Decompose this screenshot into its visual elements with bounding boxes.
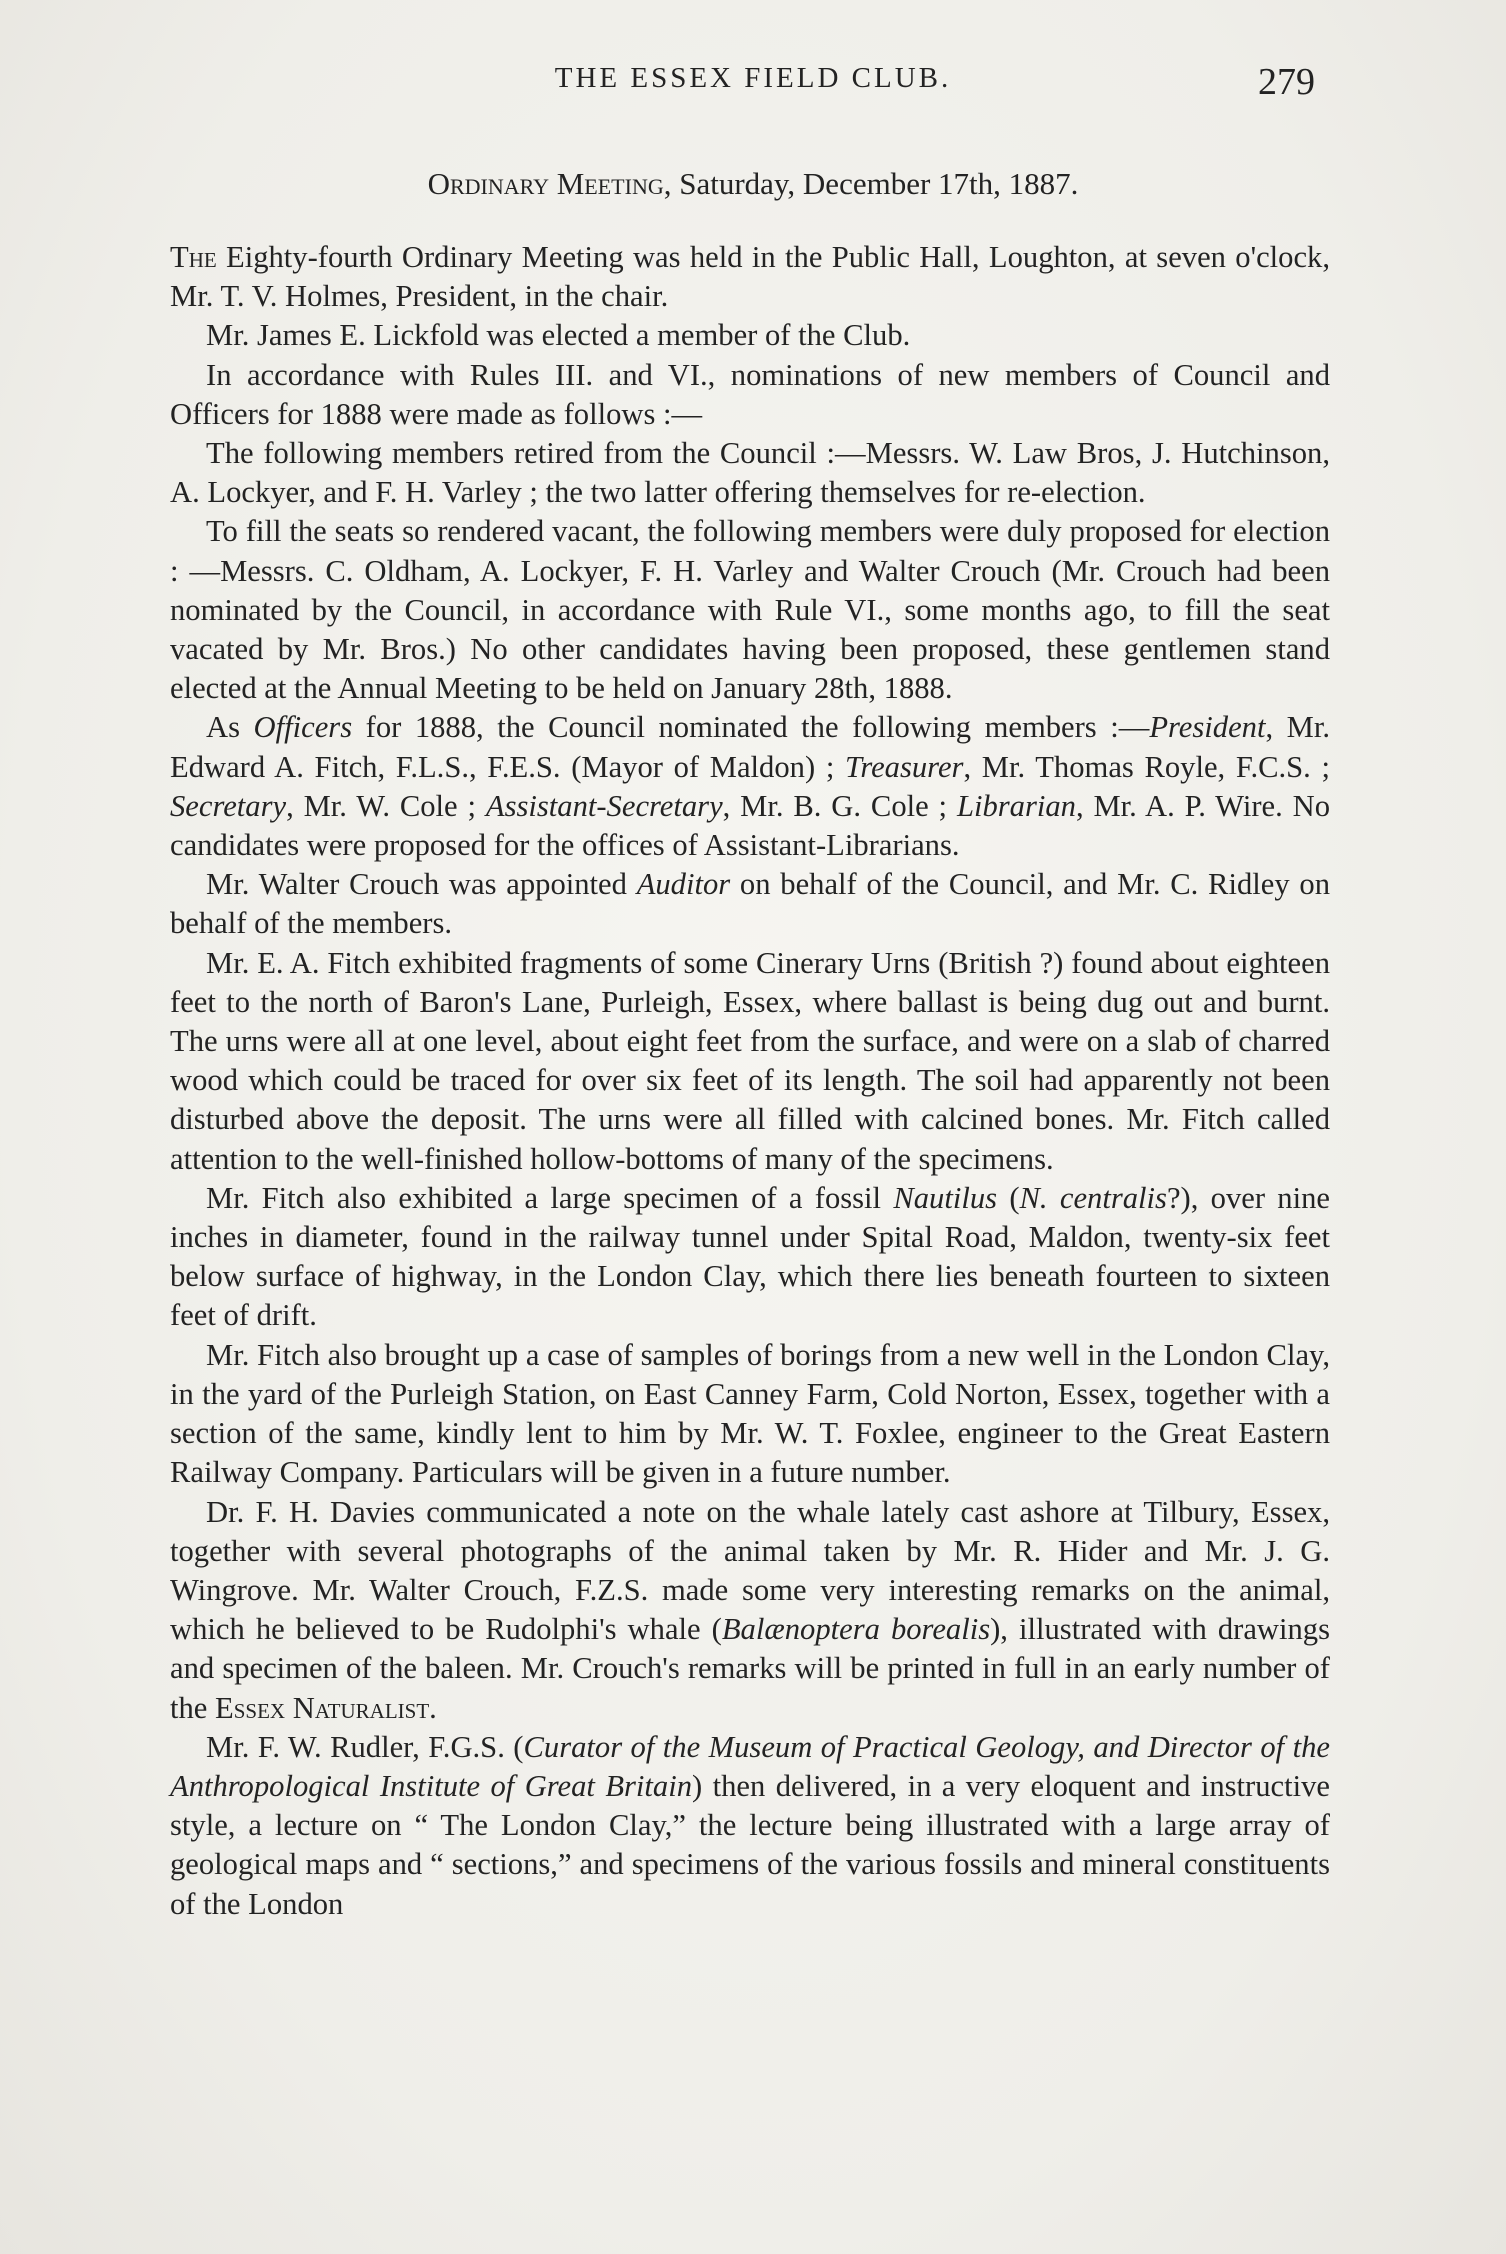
paragraph-nautilus xyxy=(170,1179,1330,1336)
text-run: Mr. Walter Crouch was appointed xyxy=(206,867,637,902)
italic-run: Curator of the Museum of Practical Geology, and Director of the Anthropological Institute of Great Britain xyxy=(170,1729,1330,1803)
meeting-heading-date: , Saturday, December 17th, 1887. xyxy=(663,166,1079,201)
italic-run: Nautilus xyxy=(893,1180,998,1215)
running-title: THE ESSEX FIELD CLUB. xyxy=(554,62,952,94)
paragraph-officers xyxy=(170,708,1330,865)
italic-run: Treasurer xyxy=(845,749,964,784)
italic-run: N. centralis xyxy=(1019,1180,1167,1215)
italic-run: Auditor xyxy=(636,867,731,902)
text-run: . xyxy=(429,1690,437,1725)
text-run: Dr. F. H. Davies communicated a note on the whale lately cast ashore at Tilbury, Essex, together with several photographs of the animal taken by Mr. R. Hider and Mr. J. G. Wingrove. Mr. Walter Crouch, F.Z.S. made some very interesting remarks on the animal, which he believed to be Rudolphi's whale ( xyxy=(170,1494,1330,1647)
running-head xyxy=(0,62,1506,112)
text-run: ( xyxy=(997,1180,1020,1215)
text-run: for 1888, the Council nominated the following members :— xyxy=(352,710,1150,745)
text-run: Mr. F. W. Rudler, F.G.S. ( xyxy=(206,1729,524,1764)
paragraph-auditor xyxy=(170,865,1330,943)
paragraph-election: Mr. James E. Lickfold was elected a member of the Club. xyxy=(206,318,911,353)
paragraph-borings: Mr. Fitch also brought up a case of samples of borings from a new well in the London Clay, in the yard of the Purleigh Station, on East Canney Farm, Cold Norton, Essex, together with a section of the same, kindly lent to him by Mr. W. T. Foxlee, engineer to the Great Eastern Railway Company. Particulars will be given in a future number. xyxy=(170,1337,1330,1490)
body-text xyxy=(170,238,1330,1924)
paragraph-retired-members: The following members retired from the Council :—Messrs. W. Law Bros, J. Hutchinson, A. Lockyer, and F. H. Varley ; the two latter offering themselves for re-election. xyxy=(170,436,1330,510)
italic-run: Secretary xyxy=(170,788,287,823)
italic-run: Balænoptera borealis xyxy=(721,1612,991,1647)
text-run: As xyxy=(206,710,254,745)
text-run: on behalf of the Council, and Mr. C. Ridley on behalf of the members. xyxy=(170,867,1330,941)
opening-text: Eighty-fourth Ordinary Meeting was held in the Public Hall, Loughton, at seven o'clock, Mr. T. V. Holmes, President, in the chair. xyxy=(170,240,1330,314)
smallcaps-run: Essex Naturalist xyxy=(215,1690,430,1725)
italic-run: Librarian xyxy=(956,788,1076,823)
paragraph-cinerary-urns: Mr. E. A. Fitch exhibited fragments of some Cinerary Urns (British ?) found about eighteen feet to the north of Baron's Lane, Purleigh, Essex, where ballast is being dug out and burnt. The urns were all at one level, about eight feet from the surface, and were on a slab of charred wood which could be traced for over six feet of its length. The soil had apparently not been disturbed above the deposit. The urns were all filled with calcined bones. Mr. Fitch called attention to the well-finished hollow-bottoms of many of the specimens. xyxy=(170,945,1330,1176)
text-run: ?), over nine inches in diameter, found in the railway tunnel under Spital Road, Maldon, twenty-six feet below surface of highway, in the London Clay, which there lies beneath fourteen to sixteen feet of drift. xyxy=(170,1180,1330,1333)
paragraph-lecture xyxy=(170,1728,1330,1924)
page-number: 279 xyxy=(1258,61,1315,103)
text-run: , Mr. Thomas Royle, F.C.S. ; xyxy=(963,749,1330,784)
text-run: , Mr. A. P. Wire. No candidates were proposed for the offices of Assistant-Librarians. xyxy=(170,788,1331,863)
italic-run: Officers xyxy=(253,710,353,745)
text-run: , Mr. Edward A. Fitch, F.L.S., F.E.S. (Mayor of Maldon) ; xyxy=(170,710,1330,784)
italic-run: Assistant-Secretary xyxy=(485,788,723,823)
meeting-heading xyxy=(0,166,1506,202)
text-run: , Mr. B. G. Cole ; xyxy=(722,788,957,823)
paragraph-whale xyxy=(170,1493,1330,1728)
text-run: ) then delivered, in a very eloquent and instructive style, a lecture on “ The London Clay,” the lecture being illustrated with a large array of geological maps and “ sections,” and specimens of the various fossils and mineral constituents of the London xyxy=(170,1768,1330,1921)
text-run: , Mr. W. Cole ; xyxy=(286,788,486,823)
text-run: Mr. Fitch also exhibited a large specimen of a fossil xyxy=(206,1180,894,1215)
opening-word: The xyxy=(170,240,217,274)
paragraph-vacant-seats: To fill the seats so rendered vacant, the following members were duly proposed for election : —Messrs. C. Oldham, A. Lockyer, F. H. Varley and Walter Crouch (Mr. Crouch had been nominated by the Council, in accordance with Rule VI., some months ago, to fill the seat vacated by Mr. Bros.) No other candidates having been proposed, these gentlemen stand elected at the Annual Meeting to be held on January 28th, 1888. xyxy=(170,514,1330,706)
paragraph-nominations: In accordance with Rules III. and VI., nominations of new members of Council and Officers for 1888 were made as follows :— xyxy=(170,357,1330,431)
italic-run: President xyxy=(1149,710,1266,745)
paragraph-opening xyxy=(170,238,1330,316)
meeting-heading-title: Ordinary Meeting xyxy=(427,166,664,201)
text-run: ), illustrated with drawings and specimen of the baleen. Mr. Crouch's remarks will be printed in full in an early number of the xyxy=(170,1612,1330,1725)
